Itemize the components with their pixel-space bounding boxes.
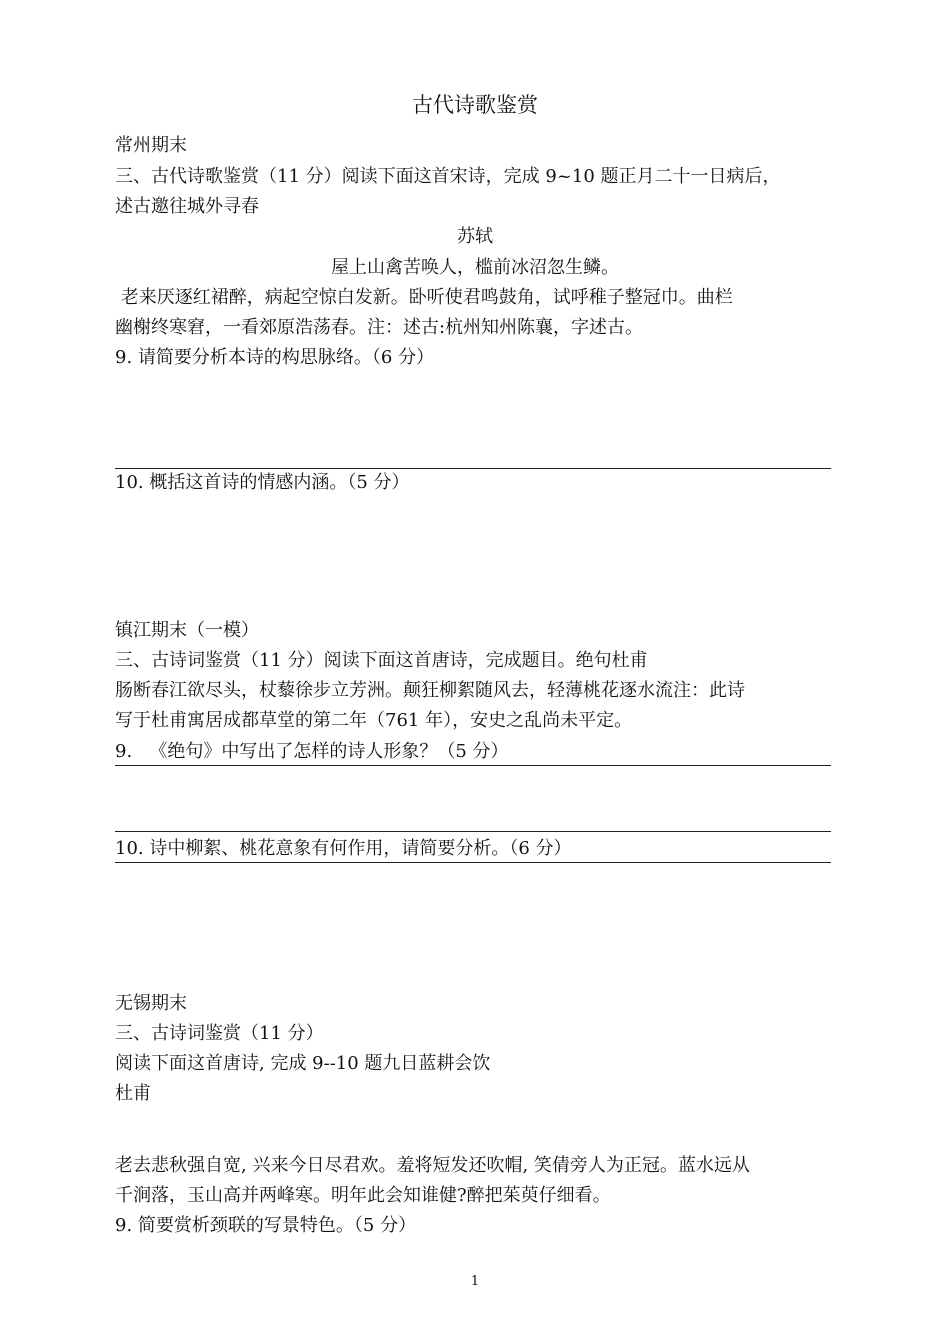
question-9: 9. 请简要分析本诗的构思脉络。（6 分）	[115, 347, 435, 368]
section-header-zhenjiang: 镇江期末（一模）	[115, 620, 259, 641]
poem-author: 杜甫	[115, 1083, 151, 1104]
answer-line	[115, 831, 831, 832]
poem-line: 千涧落，玉山高并两峰寒。明年此会知谁健?醉把茱萸仔细看。	[115, 1185, 611, 1206]
question-9: 9. 《绝句》中写出了怎样的诗人形象？（5 分）	[115, 741, 509, 762]
poem-line: 屋上山禽苦唤人，槛前冰沼忽生鳞。	[331, 257, 619, 278]
page-title: 古代诗歌鉴赏	[412, 93, 538, 117]
answer-line	[115, 468, 831, 469]
poem-line: 写于杜甫寓居成都草堂的第二年（761 年），安史之乱尚未平定。	[115, 710, 633, 731]
section-intro: 三、古诗词鉴赏（11 分）	[115, 1023, 324, 1044]
poem-line: 老去悲秋强自宽, 兴来今日尽君欢。羞将短发还吹帽, 笑倩旁人为正冠。蓝水远从	[115, 1155, 750, 1176]
section-intro: 阅读下面这首唐诗, 完成 9--10 题九日蓝耕会饮	[115, 1053, 491, 1074]
poem-line: 幽榭终寒窘，一看郊原浩荡春。注：述古:杭州知州陈襄，字述古。	[115, 317, 644, 338]
question-10: 10. 诗中柳絮、桃花意象有何作用，请简要分析。（6 分）	[115, 838, 572, 859]
poem-author: 苏轼	[457, 226, 493, 247]
section-intro: 述古邀往城外寻春	[115, 196, 259, 217]
answer-line	[115, 862, 831, 863]
section-intro: 三、古诗词鉴赏（11 分）阅读下面这首唐诗，完成题目。绝句杜甫	[115, 650, 648, 671]
question-9: 9. 简要赏析颈联的写景特色。（5 分）	[115, 1215, 417, 1236]
page-number: 1	[470, 1274, 480, 1289]
section-header-changzhou: 常州期末	[115, 135, 187, 156]
section-header-wuxi: 无锡期末	[115, 993, 187, 1014]
poem-line: 肠断春江欲尽头，杖藜徐步立芳洲。颠狂柳絮随风去，轻薄桃花逐水流注：此诗	[115, 680, 745, 701]
question-10: 10. 概括这首诗的情感内涵。（5 分）	[115, 472, 410, 493]
poem-line: 老来厌逐红裙醉，病起空惊白发新。卧听使君鸣鼓角，试呼稚子整冠巾。曲栏	[115, 287, 733, 308]
section-intro: 三、古代诗歌鉴赏（11 分）阅读下面这首宋诗，完成 9~10 题正月二十一日病后，	[115, 166, 781, 187]
answer-line	[115, 765, 831, 766]
